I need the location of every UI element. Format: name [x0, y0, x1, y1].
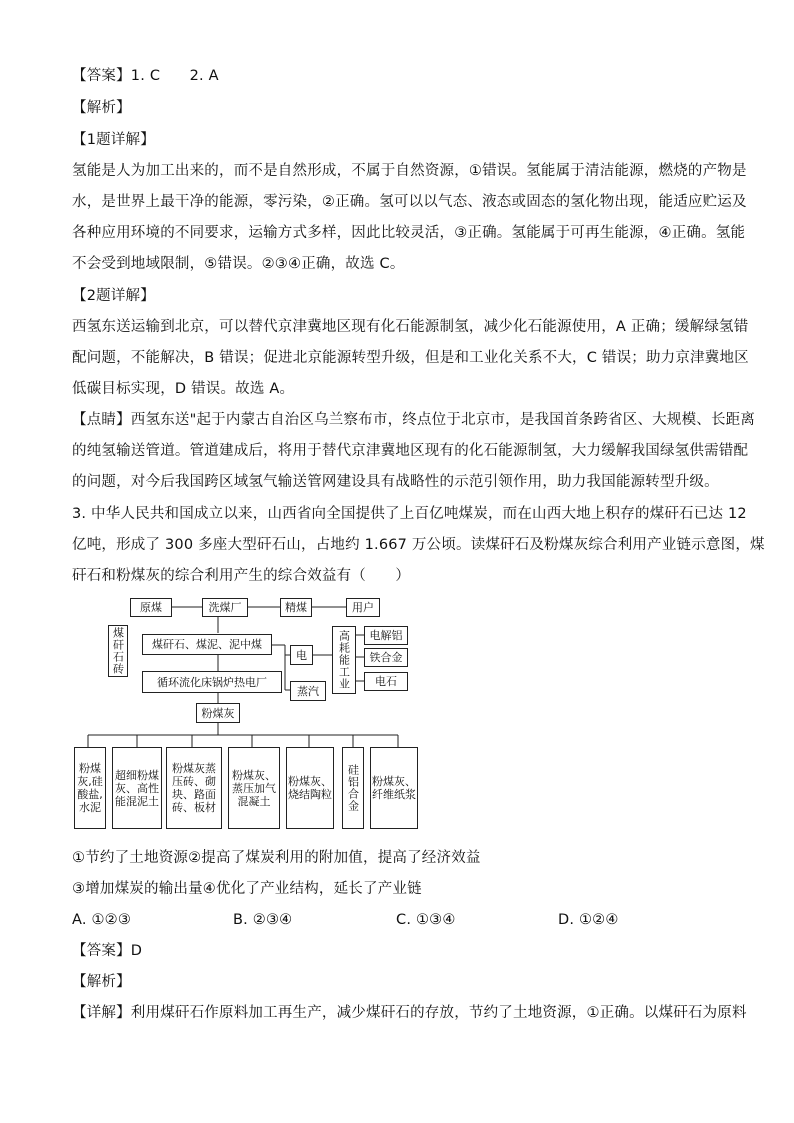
- wash-plant-box: 洗煤厂: [202, 598, 248, 617]
- steam-box: 蒸汽: [290, 681, 326, 701]
- high-energy-industry-box: 高耗能工业: [332, 626, 356, 694]
- product-box-4: 粉煤灰、蒸压加气混凝土: [228, 747, 280, 829]
- gangue-box: 煤矸石、煤泥、泥中煤: [142, 634, 272, 655]
- option-a: A. ①②③: [72, 912, 132, 928]
- tip-text-2: 的纯氢输送管道。管道建成后，将用于替代京津冀地区现有的化石能源制氢，大力缓解我国绿氢供需错配: [72, 443, 749, 459]
- carbide-box: 电石: [364, 672, 408, 691]
- raw-coal-box: 原煤: [130, 598, 172, 617]
- product-box-3: 粉煤灰蒸压砖、砌块、路面砖、板材: [166, 747, 222, 829]
- q3-detail-text: 【详解】利用煤矸石作原料加工再生产，减少煤矸石的存放，节约了土地资源，①正确。以煤矸石为原料: [72, 1005, 747, 1021]
- q3-stem-3: 矸石和粉煤灰的综合利用产生的综合效益有（ ）: [72, 568, 411, 584]
- q2-text-2: 配问题，不能解决，B 错误；促进北京能源转型升级，但是和工业化关系不大，C 错误；助力京津冀地区: [72, 350, 749, 366]
- tip-text-3: 的问题，对今后我国跨区域氢气输送管网建设具有战略性的示范引领作用，助力我国能源转型升级。: [72, 474, 719, 490]
- q3-stem-1: 3. 中华人民共和国成立以来，山西省向全国提供了上百亿吨煤炭，而在山西大地上积存的煤矸石已达 12: [72, 506, 747, 522]
- ferroalloy-box: 铁合金: [364, 648, 408, 667]
- tip-text-1: 【点睛】西氢东送"起于内蒙古自治区乌兰察布市，终点位于北京市，是我国首条跨省区、大规模、长距离: [72, 412, 756, 428]
- q3-stem-2: 亿吨，形成了 300 多座大型矸石山，占地约 1.667 万公顷。读煤矸石及粉煤灰综合利用产业链示意图，煤: [72, 537, 765, 553]
- fly-ash-box: 粉煤灰: [196, 703, 240, 723]
- option-c: C. ①③④: [396, 912, 456, 928]
- q1-detail-heading: 【1题详解】: [72, 132, 155, 148]
- product-box-6: 硅铝合金: [342, 747, 364, 829]
- option-b: B. ②③④: [233, 912, 293, 928]
- electricity-box: 电: [290, 645, 313, 665]
- q1-text-3: 各种应用环境的不同要求，运输方式多样，因此比较灵活，③正确。氢能属于可再生能源，④正确。氢能: [72, 225, 746, 241]
- product-box-2: 超细粉煤灰、高性能混泥土: [112, 747, 162, 829]
- q2-detail-heading: 【2题详解】: [72, 288, 155, 304]
- option-d: D. ①②④: [558, 912, 619, 928]
- gangue-brick-box: 煤矸石砖: [108, 625, 128, 677]
- analysis-heading: 【解析】: [72, 100, 131, 116]
- q3-statement-1: ①节约了土地资源②提高了煤炭利用的附加值，提高了经济效益: [72, 850, 481, 866]
- user-box: 用户: [346, 598, 380, 617]
- answer-line-1: 【答案】1. C 2. A: [72, 68, 219, 84]
- q1-text-1: 氢能是人为加工出来的，而不是自然形成，不属于自然资源，①错误。氢能属于清洁能源，燃烧的产物是: [72, 163, 747, 179]
- product-box-1: 粉煤灰,硅酸盐,水泥: [74, 747, 106, 829]
- product-box-7: 粉煤灰、纤维纸浆: [370, 747, 418, 829]
- industry-chain-diagram: [72, 595, 432, 840]
- q1-text-4: 不会受到地域限制，⑤错误。②③④正确，故选 C。: [72, 256, 405, 272]
- aluminum-box: 电解铝: [364, 626, 408, 645]
- q3-answer: 【答案】D: [72, 943, 143, 959]
- product-box-5: 粉煤灰、烧结陶粒: [286, 747, 334, 829]
- q1-text-2: 水，是世界上最干净的能源，零污染，②正确。氢可以以气态、液态或固态的氢化物出现，能适应贮运及: [72, 194, 747, 210]
- q3-statement-2: ③增加煤炭的输出量④优化了产业结构，延长了产业链: [72, 881, 422, 897]
- q2-text-1: 西氢东送运输到北京，可以替代京津冀地区现有化石能源制氢，减少化石能源使用，A 正确；缓解绿氢错: [72, 319, 749, 335]
- clean-coal-box: 精煤: [280, 598, 312, 617]
- power-plant-box: 循环流化床锅炉热电厂: [142, 671, 282, 693]
- q2-text-3: 低碳目标实现，D 错误。故选 A。: [72, 381, 295, 397]
- q3-analysis-heading: 【解析】: [72, 974, 131, 990]
